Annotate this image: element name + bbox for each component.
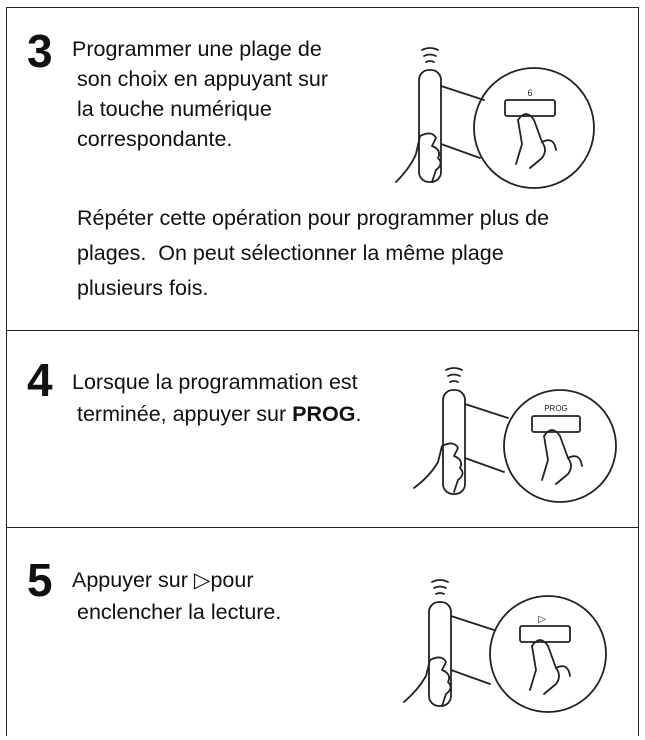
step-number: 5 bbox=[27, 554, 53, 606]
remote-control-illustration bbox=[410, 366, 640, 506]
signal-wave-icon bbox=[446, 368, 462, 370]
remote-button-icon bbox=[532, 416, 580, 432]
remote-control-icon bbox=[429, 602, 451, 706]
remote-button-label: ▷ bbox=[538, 614, 546, 625]
remote-button-icon bbox=[505, 100, 555, 116]
remote-button-label: PROG bbox=[544, 404, 568, 413]
remote-control-icon bbox=[419, 70, 441, 182]
signal-wave-icon bbox=[422, 48, 438, 50]
step-note-line: plages. On peut sélectionner la même plage bbox=[77, 241, 504, 265]
step-note-line: Répéter cette opération pour programmer plus de bbox=[77, 206, 550, 230]
hand-icon bbox=[404, 657, 451, 706]
zoom-circle bbox=[490, 596, 606, 712]
step-number: 3 bbox=[27, 25, 53, 77]
step-instruction-line: son choix en appuyant sur bbox=[77, 67, 328, 91]
play-icon: ▷ bbox=[193, 568, 211, 592]
remote-button-label: 6 bbox=[527, 88, 533, 98]
hand-icon bbox=[414, 443, 463, 492]
step-instruction-line: Lorsque la programmation est bbox=[72, 370, 358, 394]
remote-control-illustration bbox=[392, 46, 632, 196]
section-divider bbox=[6, 527, 639, 528]
remote-control-icon bbox=[443, 390, 465, 494]
step-instruction-line: Appuyer sur ▷pour bbox=[72, 568, 254, 592]
step-instruction-line: Programmer une plage de bbox=[72, 37, 322, 61]
step-instruction-line: la touche numérique bbox=[77, 97, 272, 121]
step-instruction-line: correspondante. bbox=[77, 127, 233, 151]
step-note-line: plusieurs fois. bbox=[77, 276, 209, 300]
remote-button-icon bbox=[520, 626, 570, 642]
zoom-circle bbox=[474, 68, 594, 188]
step-instruction-line: terminée, appuyer sur PROG. bbox=[77, 402, 362, 426]
prog-key-label: PROG bbox=[292, 402, 356, 426]
section-divider bbox=[6, 330, 639, 331]
step-number: 4 bbox=[27, 354, 53, 406]
remote-control-illustration bbox=[402, 578, 637, 718]
signal-wave-icon bbox=[432, 580, 448, 582]
step-instruction-line: enclencher la lecture. bbox=[77, 600, 282, 624]
